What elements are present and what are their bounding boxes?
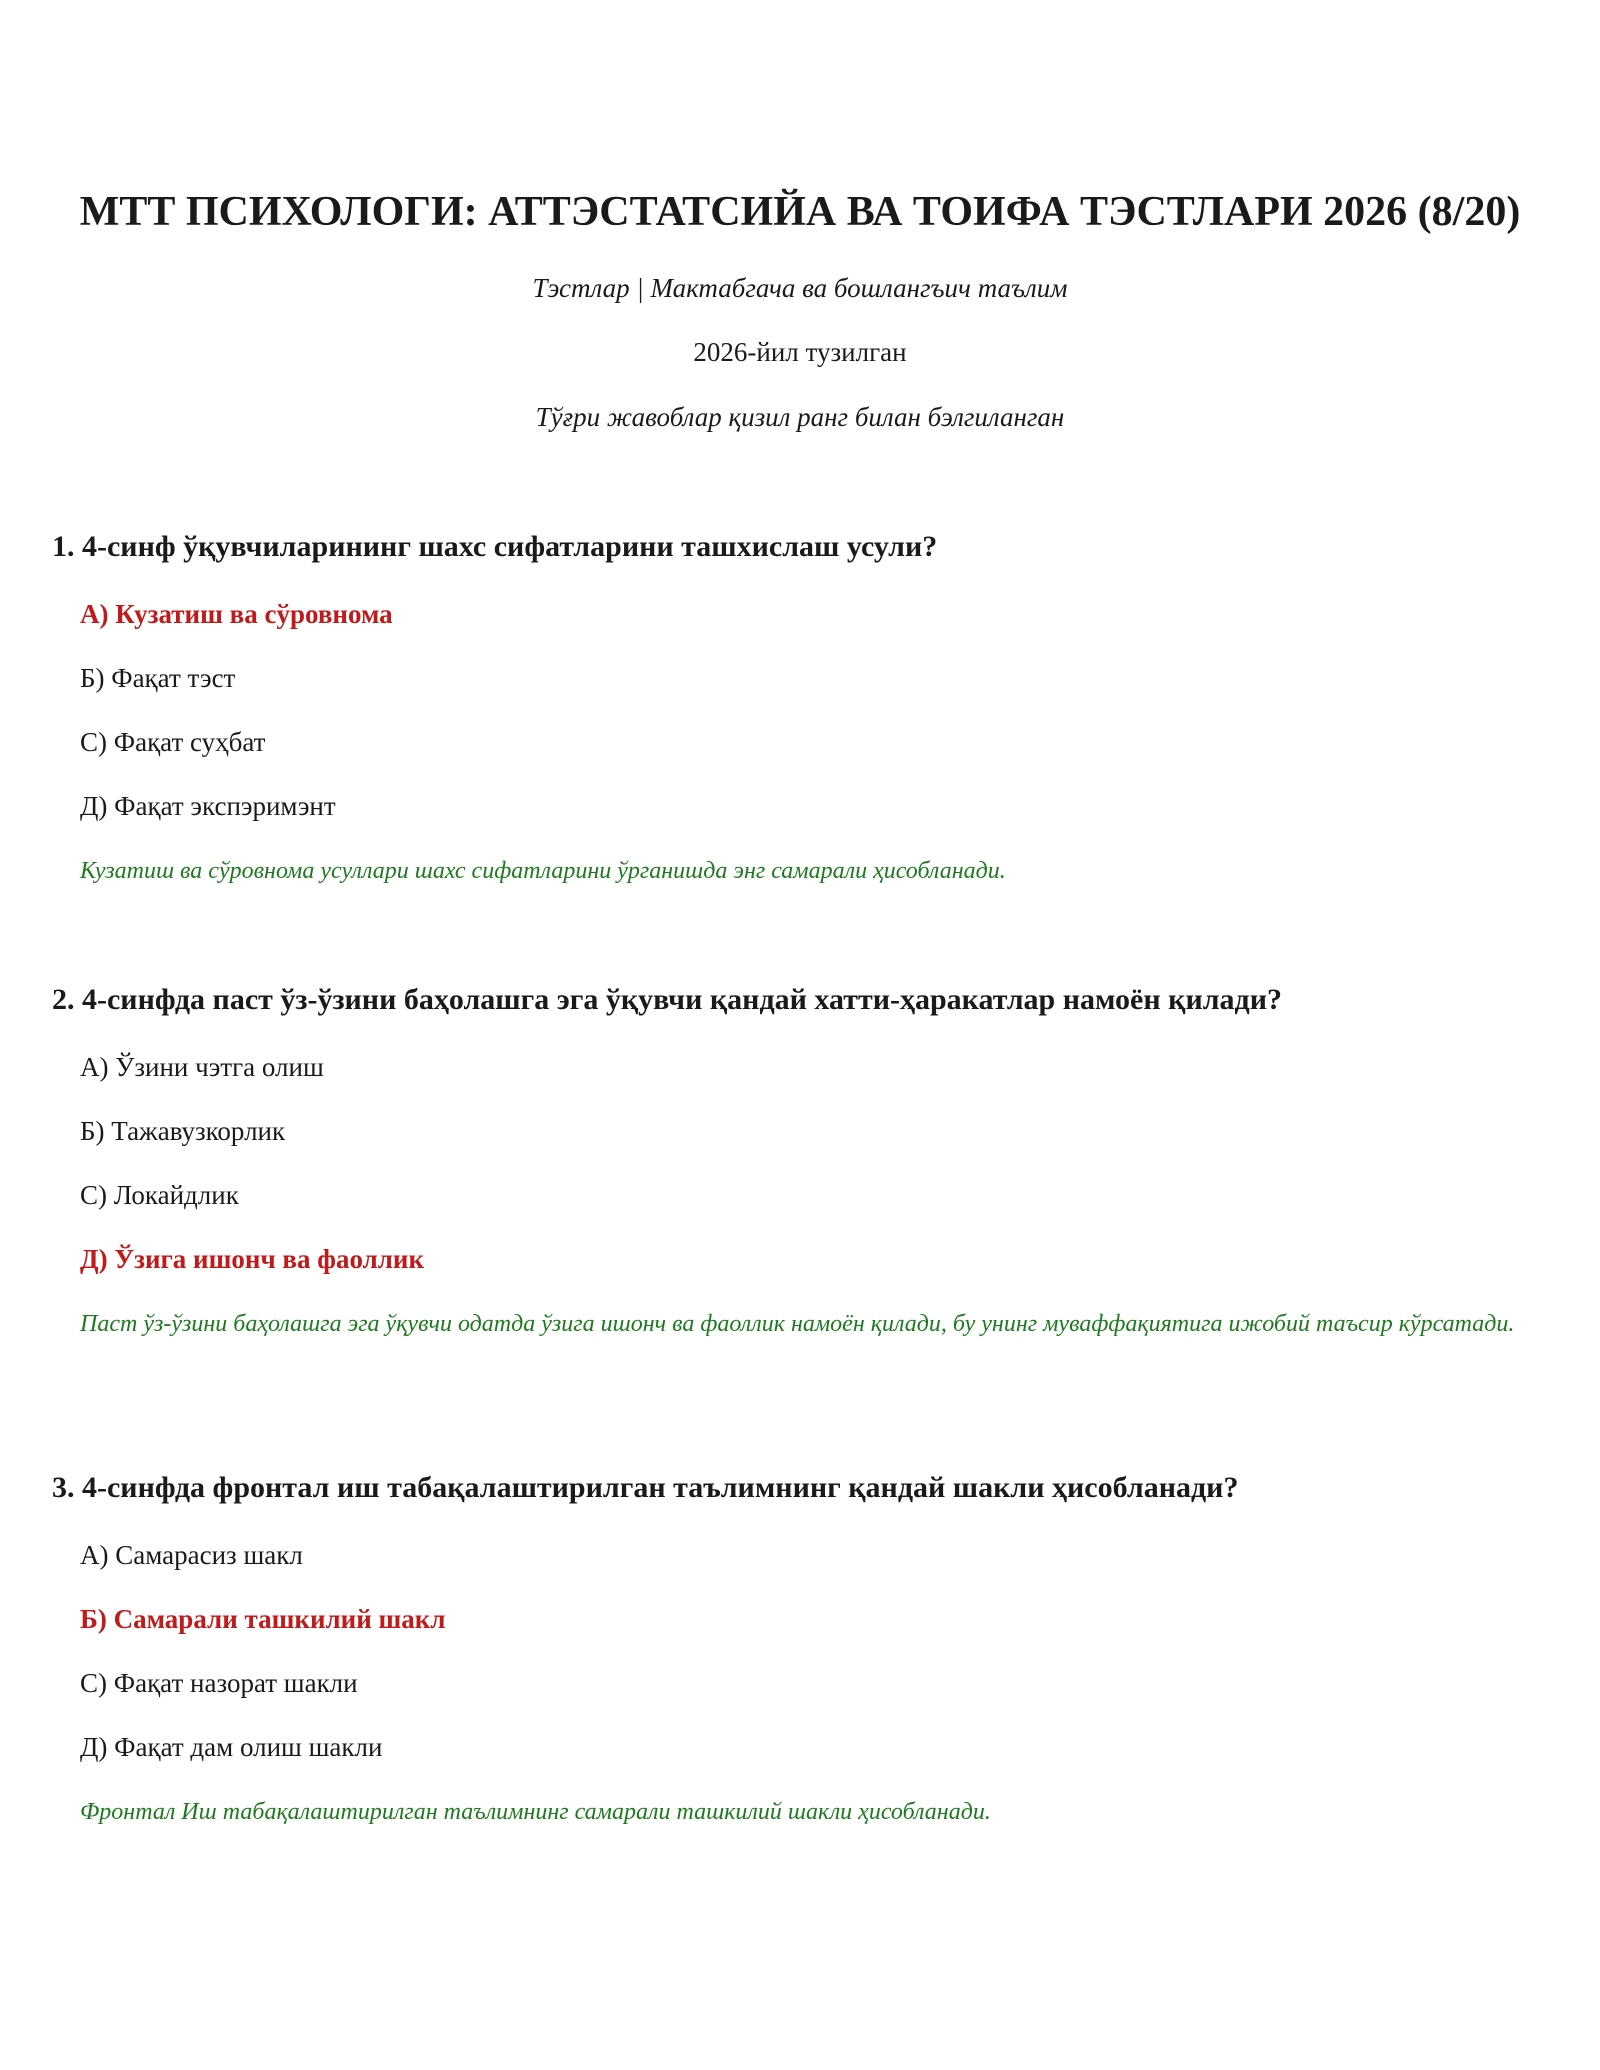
question-2-option-c: С) Локайдлик: [80, 1180, 239, 1210]
year-note: 2026-йил тузилган: [693, 337, 907, 367]
question-2-option-d: Д) Ўзига ишонч ва фаоллик: [80, 1244, 424, 1274]
question-3-option-a: А) Самарасиз шакл: [80, 1540, 303, 1570]
page-title: МТТ ПСИХОЛОГИ: АТТЭСТАТСИЙА ВА ТОИФА ТЭСТЛАРИ 2026 (8/20): [79, 189, 1521, 235]
question-3-explanation: Фронтал Иш табақалаштирилган таълимнинг самарали ташкилий шакли ҳисобланади.: [80, 1799, 991, 1825]
question-2-option-b: Б) Тажавузкорлик: [80, 1116, 286, 1146]
question-1-option-d: Д) Фақат экспэримэнт: [80, 791, 336, 821]
question-3-option-d: Д) Фақат дам олиш шакли: [80, 1732, 383, 1762]
legend-note: Тўғри жавоблар қизил ранг билан бэлгиланган: [535, 402, 1065, 432]
question-2: 2. 4-синфда паст ўз-ўзини баҳолашга эга ўқувчи қандай хатти-ҳаракатлар намоён қилади?: [52, 983, 1283, 1016]
question-2-option-a: А) Ўзини чэтга олиш: [80, 1052, 324, 1082]
question-1-option-a: А) Кузатиш ва сўровнома: [80, 599, 393, 629]
question-3-option-b: Б) Самарали ташкилий шакл: [80, 1604, 446, 1634]
question-1-explanation: Кузатиш ва сўровнома усуллари шахс сифатларини ўрганишда энг самарали ҳисобланади.: [80, 858, 1006, 884]
page-subtitle: Тэстлар | Мактабгача ва бошлангъич таълим: [532, 273, 1068, 303]
question-1-option-c: С) Фақат суҳбат: [80, 727, 266, 757]
question-1: 1. 4-синф ўқувчиларининг шахс сифатларини ташхислаш усули?: [52, 530, 938, 563]
question-1-option-b: Б) Фақат тэст: [80, 663, 236, 693]
question-2-explanation: Паст ўз-ўзини баҳолашга эга ўқувчи одатда ўзига ишонч ва фаоллик намоён қилади, бу унинг муваффақиятига ижобий таъсир кўрсатади.: [80, 1311, 1515, 1337]
question-3-option-c: С) Фақат назорат шакли: [80, 1668, 358, 1698]
question-3: 3. 4-синфда фронтал иш табақалаштирилган таълимнинг қандай шакли ҳисобланади?: [52, 1471, 1239, 1504]
